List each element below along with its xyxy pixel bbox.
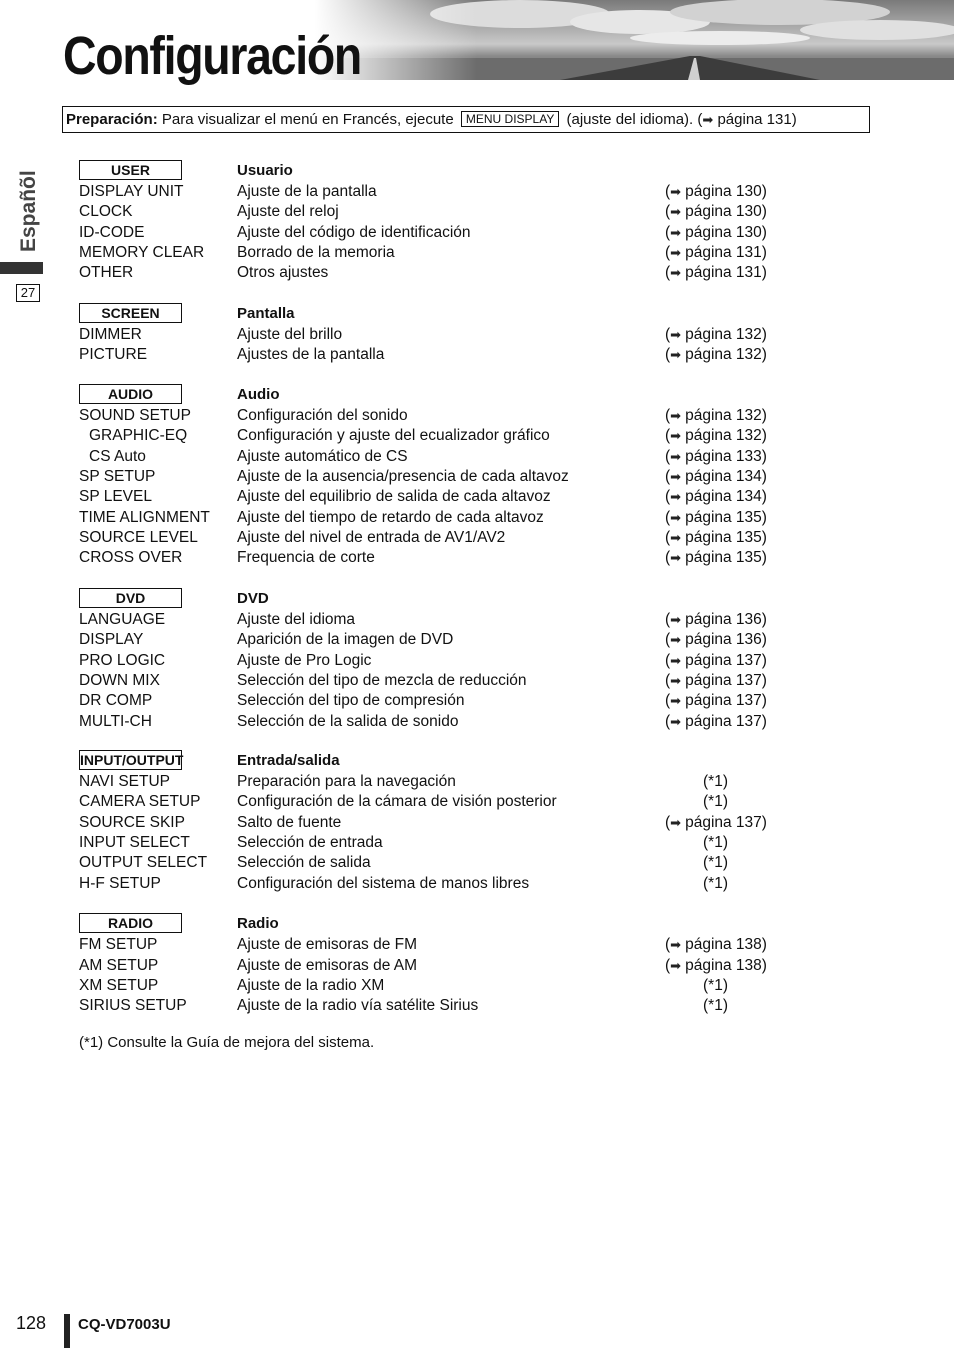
page-reference: (*1) xyxy=(703,854,728,871)
section-title: Audio xyxy=(237,386,280,403)
page-title: Configuración xyxy=(63,26,361,86)
setting-code: INPUT SELECT xyxy=(79,834,190,851)
ref-open-paren: ( xyxy=(665,203,671,220)
ref-open-paren: ( xyxy=(665,264,671,281)
ref-text: página 137) xyxy=(685,692,767,709)
section-title: Radio xyxy=(237,915,279,932)
setting-code: NAVI SETUP xyxy=(79,773,171,790)
setting-code: DISPLAY UNIT xyxy=(79,183,184,200)
page-reference xyxy=(665,345,785,365)
setting-code: CROSS OVER xyxy=(79,549,183,566)
right-arrow-icon: ➡ xyxy=(670,714,682,729)
setting-code: SIRIUS SETUP xyxy=(79,997,187,1014)
ref-open-paren: ( xyxy=(665,713,671,730)
ref-open-paren: ( xyxy=(665,488,671,505)
ref-text: página 132) xyxy=(685,407,767,424)
setting-description: Ajuste de emisoras de AM xyxy=(237,957,418,974)
ref-open-paren: ( xyxy=(665,814,671,831)
setting-description: Selección de entrada xyxy=(237,834,383,851)
setting-code: FM SETUP xyxy=(79,936,158,953)
ref-open-paren: ( xyxy=(665,448,671,465)
ref-open-paren: ( xyxy=(665,692,671,709)
setting-code: ID-CODE xyxy=(79,224,145,241)
setting-description: Borrado de la memoria xyxy=(237,244,395,261)
right-arrow-icon: ➡ xyxy=(670,184,682,199)
setting-code: SP SETUP xyxy=(79,468,156,485)
page-reference: (*1) xyxy=(703,997,728,1014)
ref-text: página 137) xyxy=(685,713,767,730)
page-reference xyxy=(665,447,785,467)
ref-open-paren: ( xyxy=(665,957,671,974)
setting-code: SOUND SETUP xyxy=(79,407,191,424)
preparation-ref: página 131) xyxy=(717,111,797,128)
ref-open-paren: ( xyxy=(665,652,671,669)
setting-code: OUTPUT SELECT xyxy=(79,854,208,871)
page-reference xyxy=(665,691,785,711)
setting-description: Frequencia de corte xyxy=(237,549,375,566)
ref-text: página 136) xyxy=(685,611,767,628)
right-arrow-icon: ➡ xyxy=(670,815,682,830)
setting-description: Ajuste del tiempo de retardo de cada altavoz xyxy=(237,509,544,526)
right-arrow-icon: ➡ xyxy=(670,550,682,565)
setting-description: Ajuste de la radio vía satélite Sirius xyxy=(237,997,479,1014)
ref-text: página 132) xyxy=(685,326,767,343)
setting-code: AM SETUP xyxy=(79,957,159,974)
footer-bar xyxy=(64,1314,70,1348)
ref-text: página 137) xyxy=(685,814,767,831)
setting-description: Configuración de la cámara de visión posterior xyxy=(237,793,557,810)
right-arrow-icon: ➡ xyxy=(670,225,682,240)
right-arrow-icon: ➡ xyxy=(670,937,682,952)
ref-text: página 131) xyxy=(685,264,767,281)
ref-text: página 138) xyxy=(685,957,767,974)
page-reference xyxy=(665,487,785,507)
right-arrow-icon: ➡ xyxy=(670,428,682,443)
right-arrow-icon: ➡ xyxy=(670,489,682,504)
right-arrow-icon: ➡ xyxy=(670,327,682,342)
page-reference: (*1) xyxy=(703,834,728,851)
right-arrow-icon: ➡ xyxy=(670,469,682,484)
page-reference xyxy=(665,263,785,283)
page-reference xyxy=(665,813,785,833)
preparation-label: Preparación: xyxy=(66,111,158,128)
page-reference xyxy=(665,223,785,243)
setting-description: Preparación para la navegación xyxy=(237,773,456,790)
setting-code: OTHER xyxy=(79,264,134,281)
menu-display-key: MENU DISPLAY xyxy=(461,111,559,127)
section-title: Entrada/salida xyxy=(237,752,340,769)
page-reference xyxy=(665,651,785,671)
ref-open-paren: ( xyxy=(665,244,671,261)
page-reference: (*1) xyxy=(703,977,728,994)
setting-description: Ajuste del equilibrio de salida de cada altavoz xyxy=(237,488,551,505)
ref-text: página 130) xyxy=(685,224,767,241)
setting-code: TIME ALIGNMENT xyxy=(79,509,210,526)
setting-description: Selección de la salida de sonido xyxy=(237,713,459,730)
setting-description: Selección de salida xyxy=(237,854,371,871)
ref-open-paren: ( xyxy=(665,549,671,566)
setting-code: GRAPHIC-EQ xyxy=(89,427,188,444)
right-arrow-icon: ➡ xyxy=(670,693,682,708)
page-reference xyxy=(665,548,785,568)
ref-open-paren: ( xyxy=(665,224,671,241)
setting-description: Selección del tipo de mezcla de reducción xyxy=(237,672,527,689)
right-arrow-icon: ➡ xyxy=(670,449,682,464)
ref-open-paren: ( xyxy=(665,936,671,953)
page-reference xyxy=(665,610,785,630)
setting-description: Otros ajustes xyxy=(237,264,329,281)
setting-code: PRO LOGIC xyxy=(79,652,166,669)
right-arrow-icon: ➡ xyxy=(670,510,682,525)
setting-description: Ajuste de la radio XM xyxy=(237,977,385,994)
right-arrow-icon: ➡ xyxy=(670,612,682,627)
ref-open-paren: ( xyxy=(665,468,671,485)
setting-code: LANGUAGE xyxy=(79,611,166,628)
setting-code: MULTI-CH xyxy=(79,713,152,730)
setting-description: Ajuste del código de identificación xyxy=(237,224,471,241)
setting-description: Ajuste del idioma xyxy=(237,611,356,628)
page-reference xyxy=(665,671,785,691)
page-reference xyxy=(665,935,785,955)
page-number: 128 xyxy=(16,1313,47,1333)
right-arrow-icon: ➡ xyxy=(670,204,682,219)
setting-code: PICTURE xyxy=(79,346,148,363)
ref-open-paren: ( xyxy=(665,183,671,200)
ref-open-paren: ( xyxy=(665,427,671,444)
preparation-text-after: (ajuste del idioma). ( xyxy=(566,111,703,128)
setting-code: MEMORY CLEAR xyxy=(79,244,205,261)
ref-text: página 137) xyxy=(685,672,767,689)
page-reference xyxy=(665,325,785,345)
right-arrow-icon: ➡ xyxy=(670,653,682,668)
right-arrow-icon: ➡ xyxy=(670,347,682,362)
setting-code: CS Auto xyxy=(89,448,146,465)
ref-text: página 130) xyxy=(685,203,767,220)
right-arrow-icon: ➡ xyxy=(670,530,682,545)
section-title: DVD xyxy=(237,590,269,607)
ref-open-paren: ( xyxy=(665,407,671,424)
ref-text: página 138) xyxy=(685,936,767,953)
ref-text: página 137) xyxy=(685,652,767,669)
ref-text: página 135) xyxy=(685,549,767,566)
page-reference xyxy=(665,182,785,202)
setting-code: SOURCE SKIP xyxy=(79,814,185,831)
ref-text: página 132) xyxy=(685,346,767,363)
setting-code: DISPLAY xyxy=(79,631,144,648)
section-key-box: RADIO xyxy=(79,913,182,933)
right-arrow-icon: ➡ xyxy=(670,408,682,423)
preparation-note xyxy=(62,106,870,133)
page-reference xyxy=(665,202,785,222)
ref-open-paren: ( xyxy=(665,326,671,343)
setting-description: Selección del tipo de compresión xyxy=(237,692,465,709)
ref-text: página 134) xyxy=(685,468,767,485)
ref-open-paren: ( xyxy=(665,631,671,648)
ref-open-paren: ( xyxy=(665,529,671,546)
page-reference xyxy=(665,406,785,426)
setting-description: Ajuste del reloj xyxy=(237,203,339,220)
setting-code: DIMMER xyxy=(79,326,142,343)
page-reference xyxy=(665,426,785,446)
section-key-box: SCREEN xyxy=(79,303,182,323)
setting-description: Ajuste del brillo xyxy=(237,326,343,343)
setting-description: Ajuste de la pantalla xyxy=(237,183,377,200)
setting-code: CLOCK xyxy=(79,203,133,220)
section-title: Usuario xyxy=(237,162,293,179)
model-name: CQ-VD7003U xyxy=(78,1316,171,1333)
page-reference xyxy=(665,528,785,548)
setting-code: XM SETUP xyxy=(79,977,159,994)
setting-code: SP LEVEL xyxy=(79,488,152,505)
ref-text: página 135) xyxy=(685,509,767,526)
right-arrow-icon: ➡ xyxy=(670,958,682,973)
section-title: Pantalla xyxy=(237,305,295,322)
page-reference xyxy=(665,508,785,528)
page-reference xyxy=(665,243,785,263)
setting-code: DOWN MIX xyxy=(79,672,160,689)
section-key-box: INPUT/OUTPUT xyxy=(80,752,184,768)
setting-description: Aparición de la imagen de DVD xyxy=(237,631,454,648)
setting-description: Ajuste de emisoras de FM xyxy=(237,936,418,953)
preparation-text: Para visualizar el menú en Francés, ejecute xyxy=(161,111,454,128)
page-reference: (*1) xyxy=(703,875,728,892)
ref-text: página 131) xyxy=(685,244,767,261)
right-arrow-icon: ➡ xyxy=(670,632,682,647)
page-reference: (*1) xyxy=(703,773,728,790)
setting-description: Salto de fuente xyxy=(237,814,342,831)
setting-description: Configuración del sonido xyxy=(237,407,408,424)
right-arrow-icon: ➡ xyxy=(670,245,682,260)
ref-open-paren: ( xyxy=(665,346,671,363)
ref-text: página 130) xyxy=(685,183,767,200)
section-key-box: AUDIO xyxy=(79,384,182,404)
language-label: Españõl xyxy=(17,170,40,252)
page-reference xyxy=(665,630,785,650)
section-key-box: USER xyxy=(79,160,182,180)
section-key-box: DVD xyxy=(79,588,182,608)
setting-description: Ajuste del nivel de entrada de AV1/AV2 xyxy=(237,529,506,546)
right-arrow-icon: ➡ xyxy=(670,265,682,280)
setting-description: Ajustes de la pantalla xyxy=(237,346,385,363)
ref-text: página 134) xyxy=(685,488,767,505)
footnote: (*1) Consulte la Guía de mejora del sistema. xyxy=(79,1034,375,1051)
right-arrow-icon: ➡ xyxy=(670,673,682,688)
setting-description: Ajuste de la ausencia/presencia de cada altavoz xyxy=(237,468,569,485)
ref-text: página 136) xyxy=(685,631,767,648)
setting-code: SOURCE LEVEL xyxy=(79,529,198,546)
setting-code: CAMERA SETUP xyxy=(79,793,201,810)
ref-text: página 133) xyxy=(685,448,767,465)
setting-code: H-F SETUP xyxy=(79,875,161,892)
ref-text: página 135) xyxy=(685,529,767,546)
page-reference: (*1) xyxy=(703,793,728,810)
ref-text: página 132) xyxy=(685,427,767,444)
page-reference xyxy=(665,712,785,732)
side-tab-bar xyxy=(0,262,43,274)
setting-description: Ajuste automático de CS xyxy=(237,448,408,465)
ref-open-paren: ( xyxy=(665,611,671,628)
ref-open-paren: ( xyxy=(665,509,671,526)
setting-description: Ajuste de Pro Logic xyxy=(237,652,372,669)
setting-code: DR COMP xyxy=(79,692,153,709)
section-page-box: 27 xyxy=(16,284,40,302)
setting-description: Configuración y ajuste del ecualizador gráfico xyxy=(237,427,550,444)
language-tab xyxy=(17,170,41,252)
ref-open-paren: ( xyxy=(665,672,671,689)
page-reference xyxy=(665,467,785,487)
page-reference xyxy=(665,956,785,976)
right-arrow-icon: ➡ xyxy=(702,112,714,127)
setting-description: Configuración del sistema de manos libres xyxy=(237,875,530,892)
